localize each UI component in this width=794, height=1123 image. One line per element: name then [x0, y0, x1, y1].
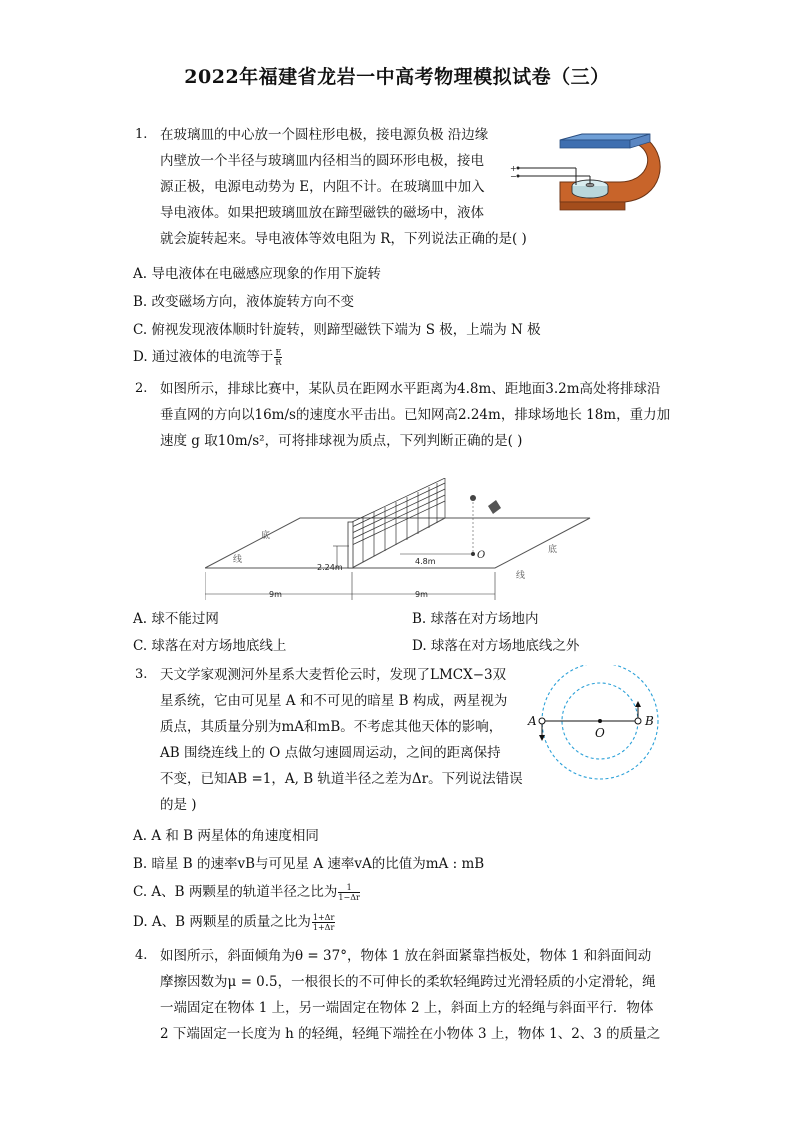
- right-baseline-label-top: 底: [548, 545, 558, 555]
- right-baseline-label-bottom: 线: [516, 571, 526, 581]
- question-3-line-2: 星系统，它由可见星 A 和不可见的暗星 B 构成，两星视为: [160, 693, 508, 709]
- right-half-length: 9m: [415, 590, 428, 599]
- question-1-line-3: 源正极，电源电动势为 E，内阻不计。在玻璃皿中加入: [160, 179, 485, 195]
- question-2-option-a: A. 球不能过网: [133, 611, 219, 627]
- volleyball-court-figure: [205, 478, 595, 606]
- left-half-length: 9m: [269, 590, 282, 599]
- question-3-line-6: 的是 ): [160, 797, 197, 813]
- question-3-line-5: 不变，已知AB =1，A, B 轨道半径之差为Δr。下列说法错误: [160, 771, 523, 787]
- question-3-line-3: 质点，其质量分别为mA和mB。不考虑其他天体的影响，: [160, 719, 503, 735]
- question-1-line-5: 就会旋转起来。导电液体等效电阻为 R，下列说法正确的是( ): [160, 231, 527, 247]
- star-a-label: A: [528, 714, 537, 728]
- question-3-number: 3.: [135, 667, 148, 682]
- question-3-option-b: B. 暗星 B 的速率vB与可见星 A 速率vA的比值为mA : mB: [133, 856, 485, 872]
- point-o-label: O: [477, 550, 486, 561]
- question-1-option-a: A. 导电液体在电磁感应现象的作用下旋转: [133, 266, 381, 282]
- question-1-option-b: B. 改变磁场方向，液体旋转方向不变: [133, 294, 355, 310]
- question-4-line-3: 一端固定在物体 1 上，另一端固定在物体 2 上，斜面上方的轻绳与斜面平行．物体: [160, 1000, 654, 1016]
- question-1-option-d-fraction: [274, 348, 282, 367]
- magnet-figure: [510, 130, 665, 230]
- question-2-line-1: 如图所示，排球比赛中，某队员在距网水平距离为4.8m、距地面3.2m高处将排球沿: [160, 381, 661, 397]
- page-title: 2022年福建省龙岩一中高考物理模拟试卷（三）: [184, 66, 610, 88]
- svg-text:+: +: [510, 164, 517, 173]
- question-4-line-2: 摩擦因数为μ = 0.5，一根很长的不可伸长的柔软轻绳跨过光滑轻质的小定滑轮，绳: [160, 974, 656, 990]
- distance-label: 4.8m: [415, 557, 436, 566]
- question-1-line-2: 内壁放一个半径与玻璃皿内径相当的圆环形电极，接电: [160, 153, 484, 169]
- question-2-option-c: C. 球落在对方场地底线上: [133, 638, 287, 654]
- question-1-option-d-text: D. 通过液体的电流等于: [133, 349, 274, 365]
- left-baseline-label-bottom: 线: [233, 555, 243, 565]
- question-1-option-d: [133, 345, 283, 367]
- question-1-option-c: C. 俯视发现液体顺时针旋转，则蹄型磁铁下端为 S 极，上端为 N 极: [133, 322, 541, 338]
- center-o-label: O: [595, 726, 605, 740]
- question-4-number: 4.: [135, 948, 148, 963]
- question-2-line-3: 速度 g 取10m/s²，可将排球视为质点，下列判断正确的是( ): [160, 433, 523, 449]
- fraction-numerator: E: [275, 348, 282, 357]
- question-3-option-c: [133, 880, 361, 902]
- question-3-option-d-fraction: [312, 913, 335, 932]
- fraction-numerator: 1: [338, 883, 359, 893]
- question-2-option-d: D. 球落在对方场地底线之外: [412, 638, 580, 654]
- question-1-line-1: 在玻璃皿的中心放一个圆柱形电极，接电源负极 沿边缘: [160, 127, 489, 143]
- left-baseline-label-top: 底: [261, 531, 271, 541]
- question-3-option-a: A. A 和 B 两星体的角速度相同: [133, 828, 319, 844]
- question-4-line-1: 如图所示，斜面倾角为θ = 37°，物体 1 放在斜面紧靠挡板处，物体 1 和斜面间动: [160, 948, 652, 964]
- question-3-option-d: [133, 910, 336, 932]
- fraction-denominator: 1−Δr: [338, 893, 360, 902]
- question-3-stem: [160, 662, 523, 818]
- question-2-stem: [160, 376, 680, 454]
- question-3-option-d-text: D. A、B 两颗星的质量之比为: [133, 914, 311, 930]
- question-3-option-c-fraction: [338, 883, 359, 902]
- net-height-label: 2.24m: [317, 563, 343, 572]
- question-2-option-b: B. 球落在对方场地内: [412, 611, 539, 627]
- fraction-denominator: R: [275, 358, 282, 367]
- fraction-numerator: 1+Δr: [312, 913, 335, 922]
- star-b-label: B: [645, 714, 654, 728]
- question-2-number: 2.: [135, 381, 148, 396]
- question-3-line-4: AB 围绕连线上的 O 点做匀速圆周运动，之间的距离保持: [160, 745, 501, 761]
- question-4-stem: [160, 943, 680, 1047]
- svg-text:−: −: [510, 172, 517, 181]
- question-4-line-4: 2 下端固定一长度为 h 的轻绳，轻绳下端拴在小物体 3 上，物体 1、2、3 的质量之: [160, 1026, 661, 1042]
- question-1-line-4: 导电液体。如果把玻璃皿放在蹄型磁铁的磁场中，液体: [160, 205, 484, 221]
- question-1-number: 1.: [135, 127, 148, 142]
- question-3-line-1: 天文学家观测河外星系大麦哲伦云时，发现了LMCX−3双: [160, 667, 507, 683]
- binary-star-figure: [525, 665, 675, 783]
- question-3-option-c-text: C. A、B 两颗星的轨道半径之比为: [133, 884, 338, 900]
- fraction-denominator: 1+Δr: [312, 923, 335, 932]
- question-2-line-2: 垂直网的方向以16m/s的速度水平击出。已知网高2.24m，排球场地长 18m，重力加: [160, 407, 671, 423]
- question-1-stem: [160, 122, 527, 252]
